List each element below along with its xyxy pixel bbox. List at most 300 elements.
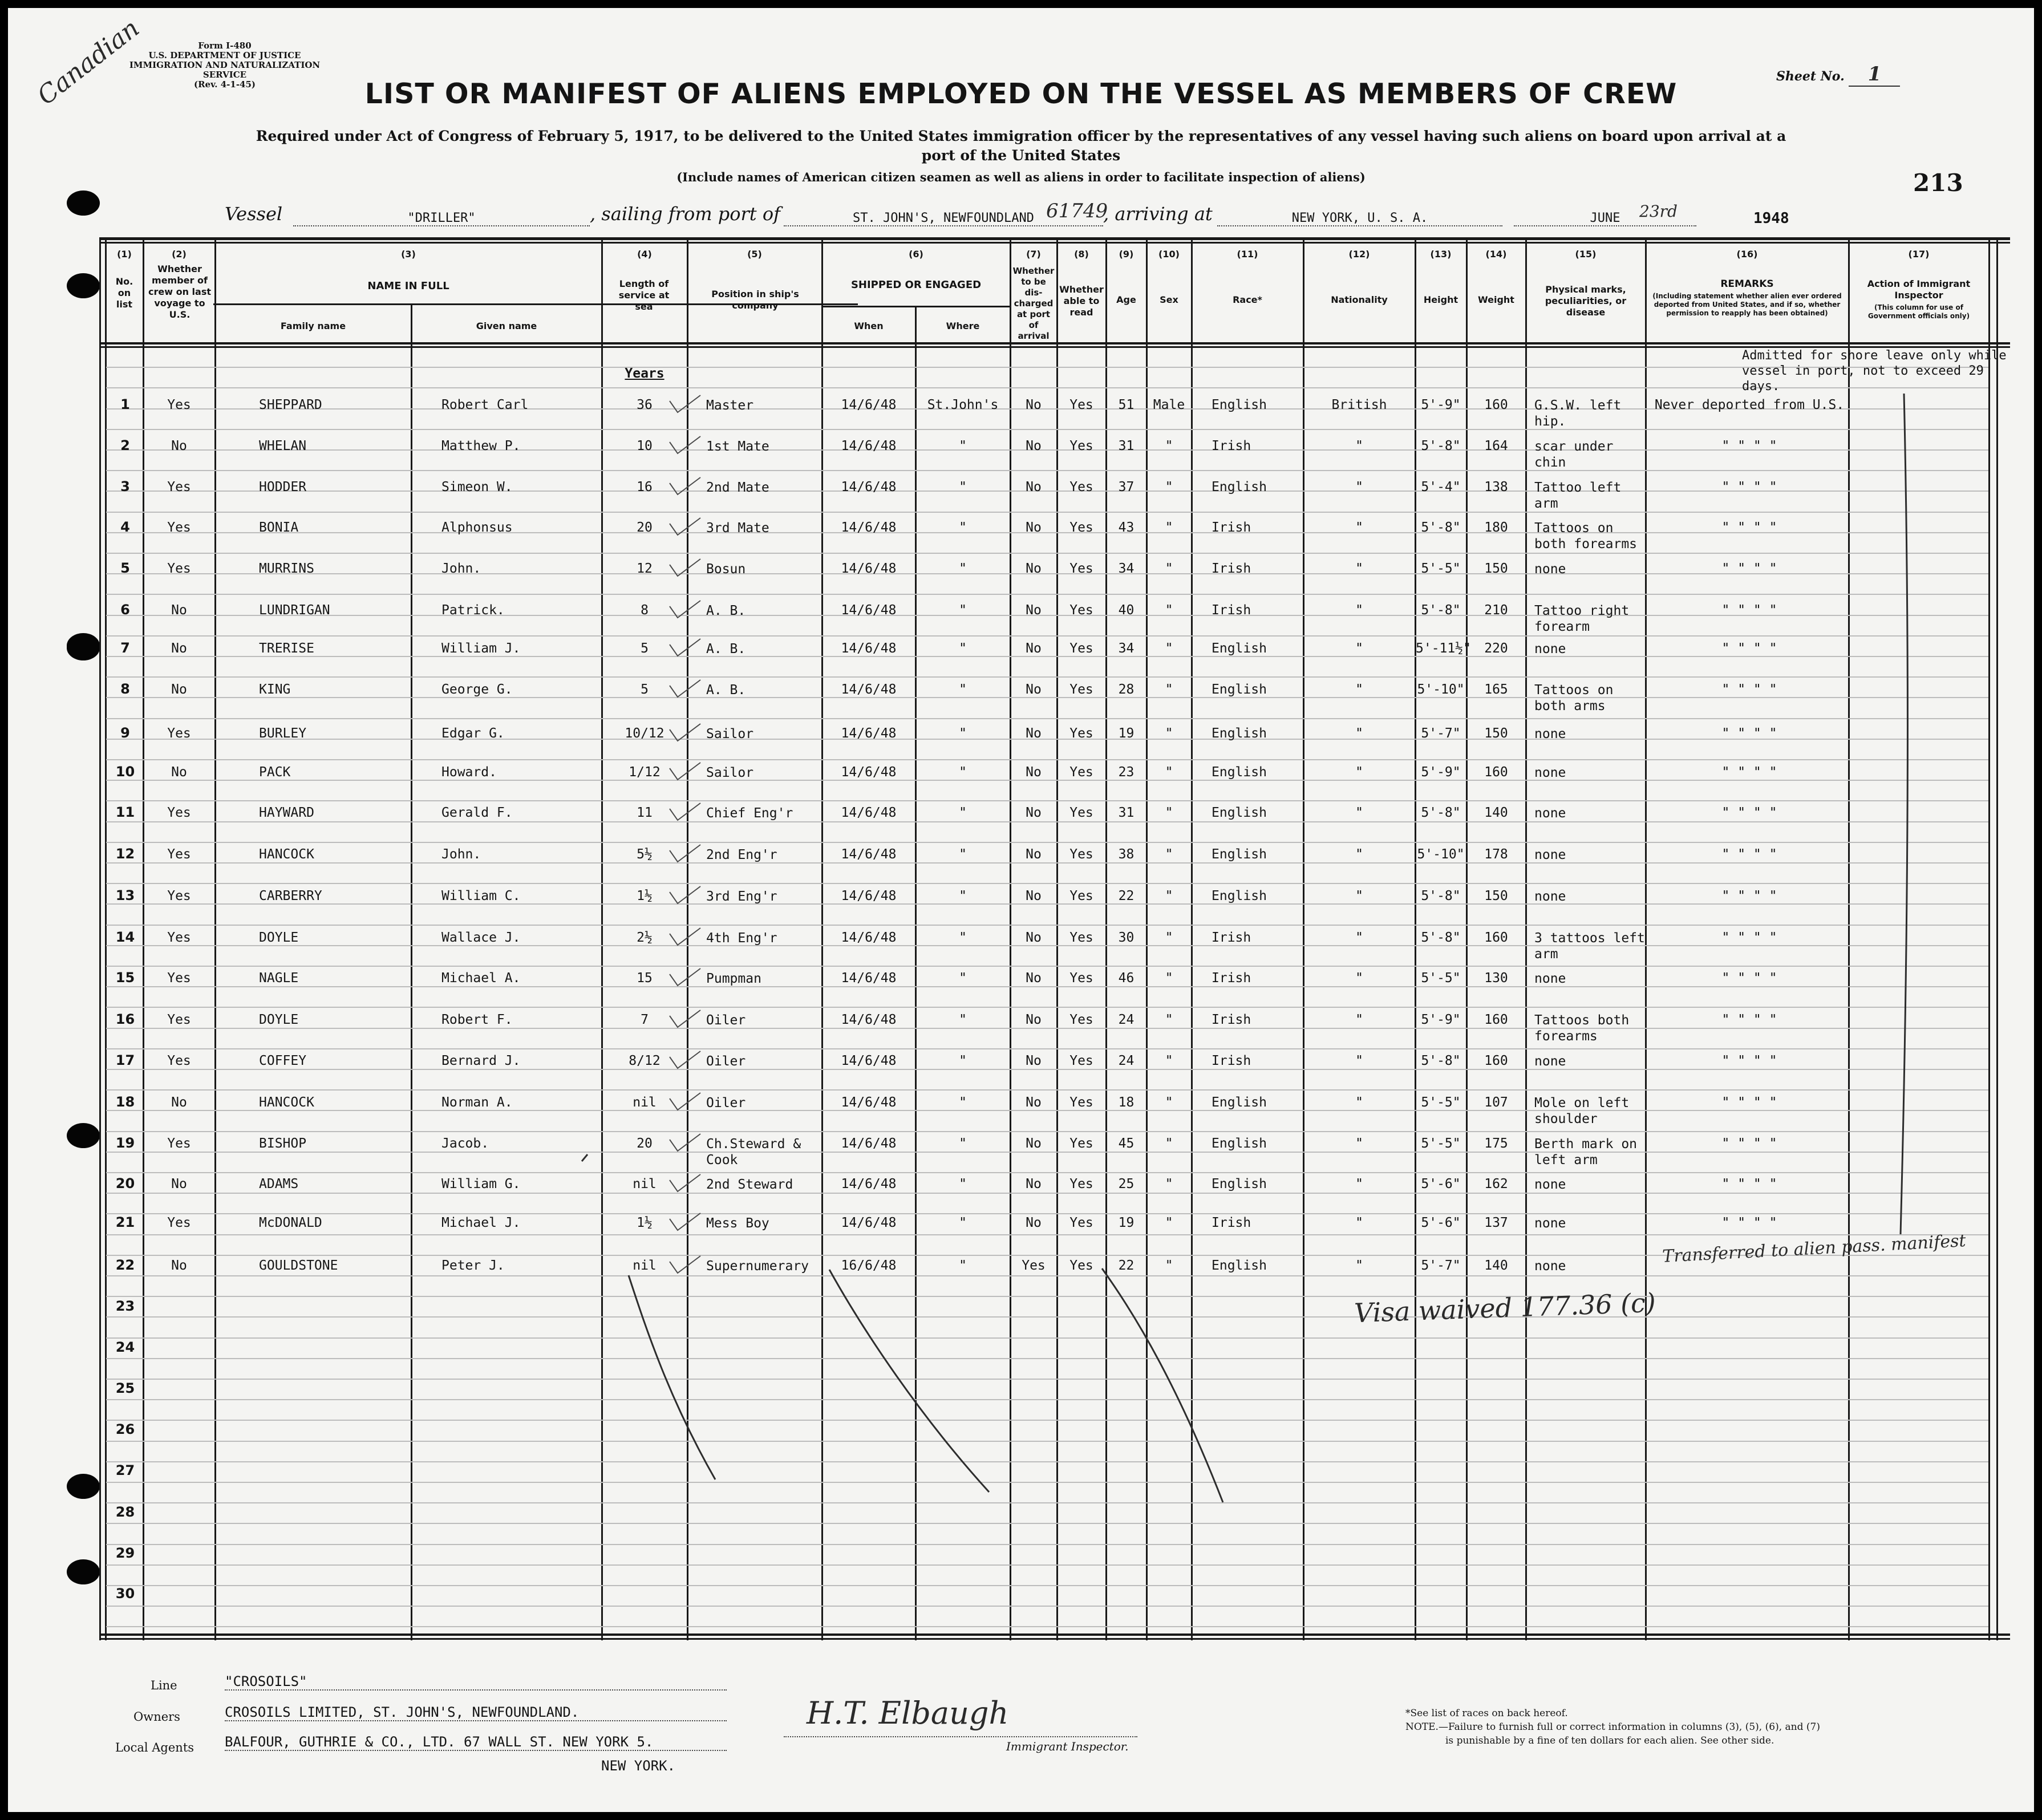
cell-family: SHEPPARD bbox=[259, 398, 322, 412]
cell-weight: 150 bbox=[1484, 561, 1508, 576]
empty-row-number: 30 bbox=[115, 1586, 135, 1602]
cell-last: Yes bbox=[167, 971, 191, 986]
cell-last: Yes bbox=[167, 520, 191, 535]
row-number: 14 bbox=[115, 929, 135, 945]
arrival-day: 23rd bbox=[1639, 202, 1678, 221]
cell-remarks: " " " " bbox=[1721, 1012, 1777, 1027]
cell-given: Robert F. bbox=[441, 1012, 513, 1027]
signature-line bbox=[784, 1736, 1137, 1737]
sheet-number-label: Sheet No. bbox=[1776, 69, 1845, 84]
cell-when: 14/6/48 bbox=[841, 1177, 897, 1191]
cell-weight: 150 bbox=[1484, 889, 1508, 903]
cell-service: 5½ bbox=[637, 847, 653, 862]
cell-height: 5'-8" bbox=[1421, 805, 1461, 820]
cell-when: 14/6/48 bbox=[841, 726, 897, 741]
arriving-label: , arriving at bbox=[1103, 203, 1213, 225]
row-number: 9 bbox=[120, 725, 130, 741]
cell-race: Irish bbox=[1212, 561, 1251, 576]
cell-service: 36 bbox=[637, 398, 653, 412]
cell-service: 1/12 bbox=[629, 765, 661, 780]
cell-family: PACK bbox=[259, 765, 291, 780]
cell-height: 5'-5" bbox=[1421, 561, 1461, 576]
cell-last: Yes bbox=[167, 1053, 191, 1068]
cell-service: nil bbox=[633, 1177, 657, 1191]
cell-sex: " bbox=[1165, 1053, 1173, 1068]
cell-age: 45 bbox=[1118, 1136, 1135, 1151]
check-tick bbox=[670, 803, 700, 820]
cell-position: Master bbox=[706, 398, 754, 413]
cell-discharged: No bbox=[1026, 641, 1042, 656]
form-service: IMMIGRATION AND NATURALIZATION SERVICE bbox=[129, 60, 321, 80]
form-number: Form I-480 bbox=[198, 40, 252, 51]
check-tick bbox=[670, 477, 700, 494]
cell-where: " bbox=[959, 765, 967, 780]
cell-age: 19 bbox=[1118, 1215, 1135, 1230]
cell-race: English bbox=[1212, 1136, 1267, 1151]
cell-race: Irish bbox=[1212, 1012, 1251, 1027]
cell-marks: none bbox=[1534, 889, 1566, 904]
cell-remarks: " " " " bbox=[1721, 765, 1777, 780]
cell-family: HANCOCK bbox=[259, 847, 314, 862]
cell-remarks: " " " " bbox=[1721, 641, 1777, 656]
agents-value: BALFOUR, GUTHRIE & CO., LTD. 67 WALL ST. NEW YORK 5. bbox=[225, 1734, 727, 1751]
cell-position: 3rd Eng'r bbox=[706, 889, 777, 904]
empty-row-number: 29 bbox=[115, 1545, 135, 1561]
cell-remarks: " " " " bbox=[1721, 682, 1777, 697]
subtitle-line-1: Required under Act of Congress of February 5, 1917, to be delivered to the United States immigration officer by the representatives of any vessel having such aliens on board upon arrival at a bbox=[256, 128, 1786, 144]
cell-discharged: No bbox=[1026, 398, 1042, 412]
cell-marks: Tattoo left arm bbox=[1534, 480, 1622, 511]
cell-given: William J. bbox=[441, 641, 521, 656]
cell-weight: 150 bbox=[1484, 726, 1508, 741]
cell-nationality: " bbox=[1355, 1258, 1363, 1273]
cell-service: 15 bbox=[637, 971, 653, 986]
cell-nationality: " bbox=[1355, 1012, 1363, 1027]
cell-where: " bbox=[959, 1136, 967, 1151]
cell-remarks: " " " " bbox=[1721, 726, 1777, 741]
cell-position: A. B. bbox=[706, 642, 746, 656]
cell-height: 5'-5" bbox=[1421, 971, 1461, 986]
cell-where: " bbox=[959, 520, 967, 535]
cell-marks: none bbox=[1534, 642, 1566, 656]
cell-race: English bbox=[1212, 726, 1267, 741]
cell-age: 34 bbox=[1118, 561, 1135, 576]
cell-nationality: " bbox=[1355, 641, 1363, 656]
cell-read: Yes bbox=[1069, 971, 1093, 986]
cell-height: 5'-10" bbox=[1417, 847, 1465, 862]
col-4-number: (4) bbox=[637, 249, 652, 260]
cell-weight: 160 bbox=[1484, 765, 1508, 780]
cell-family: ADAMS bbox=[259, 1177, 299, 1191]
cell-marks: none bbox=[1534, 848, 1566, 862]
cell-discharged: No bbox=[1026, 439, 1042, 453]
cell-service: 5 bbox=[641, 682, 649, 697]
row-number: 11 bbox=[115, 804, 135, 820]
cell-position: A. B. bbox=[706, 683, 746, 698]
row-number: 12 bbox=[115, 846, 135, 862]
cell-position: Oiler bbox=[706, 1096, 746, 1110]
row-number: 18 bbox=[115, 1094, 135, 1110]
col-17-number: (17) bbox=[1908, 249, 1930, 260]
cell-weight: 220 bbox=[1484, 641, 1508, 656]
col-14-number: (14) bbox=[1485, 249, 1507, 260]
cell-position: Supernumerary bbox=[706, 1259, 809, 1274]
cell-when: 14/6/48 bbox=[841, 682, 897, 697]
cell-marks: Tattoos on both forearms bbox=[1534, 521, 1638, 552]
cell-remarks: " " " " bbox=[1721, 889, 1777, 903]
row-number: 5 bbox=[120, 560, 130, 576]
cell-marks: none bbox=[1534, 562, 1566, 577]
cell-marks: Mole on left shoulder bbox=[1534, 1096, 1630, 1126]
cell-discharged: No bbox=[1026, 520, 1042, 535]
cell-discharged: No bbox=[1026, 1215, 1042, 1230]
check-tick bbox=[670, 724, 700, 741]
cell-service: 2½ bbox=[637, 930, 653, 945]
cell-given: Bernard J. bbox=[441, 1053, 521, 1068]
agents-value-2: NEW YORK. bbox=[601, 1758, 676, 1774]
cell-race: Irish bbox=[1212, 1053, 1251, 1068]
cell-service: 7 bbox=[641, 1012, 649, 1027]
cell-where: " bbox=[959, 1258, 967, 1273]
cell-nationality: " bbox=[1355, 726, 1363, 741]
cell-race: English bbox=[1212, 805, 1267, 820]
cell-last: No bbox=[171, 1258, 187, 1273]
cell-read: Yes bbox=[1069, 1053, 1093, 1068]
cell-race: Irish bbox=[1212, 1215, 1251, 1230]
from-port: ST. JOHN'S, NEWFOUNDLAND bbox=[784, 211, 1103, 226]
cell-race: Irish bbox=[1212, 971, 1251, 986]
cell-age: 46 bbox=[1118, 971, 1135, 986]
cell-read: Yes bbox=[1069, 682, 1093, 697]
cell-height: 5'-7" bbox=[1421, 1258, 1461, 1273]
cell-family: DOYLE bbox=[259, 1012, 299, 1027]
cell-age: 31 bbox=[1118, 439, 1135, 453]
cell-when: 14/6/48 bbox=[841, 1012, 897, 1027]
empty-row-number: 26 bbox=[115, 1421, 135, 1437]
cell-discharged: No bbox=[1026, 1053, 1042, 1068]
cell-remarks: " " " " bbox=[1721, 805, 1777, 820]
cell-given: Patrick. bbox=[441, 603, 505, 618]
cell-sex: " bbox=[1165, 682, 1173, 697]
cell-given: Michael J. bbox=[441, 1215, 521, 1230]
cell-nationality: " bbox=[1355, 439, 1363, 453]
subtitle-line-2: port of the United States bbox=[921, 147, 1121, 164]
col-3-header: NAME IN FULL bbox=[367, 280, 449, 292]
cell-given: Michael A. bbox=[441, 971, 521, 986]
cell-age: 28 bbox=[1118, 682, 1135, 697]
cell-sex: Male bbox=[1153, 398, 1185, 412]
cell-family: COFFEY bbox=[259, 1053, 307, 1068]
row-number: 15 bbox=[115, 970, 135, 986]
cell-position: A. B. bbox=[706, 603, 746, 618]
cell-remarks: " " " " bbox=[1721, 520, 1777, 535]
manifest-sheet bbox=[8, 8, 2034, 1812]
cell-last: Yes bbox=[167, 1136, 191, 1151]
cell-nationality: " bbox=[1355, 561, 1363, 576]
cell-read: Yes bbox=[1069, 520, 1093, 535]
col-17-note: (This column for use of Government officials only) bbox=[1867, 303, 1970, 320]
cell-where: " bbox=[959, 641, 967, 656]
cell-last: Yes bbox=[167, 1215, 191, 1230]
cell-race: English bbox=[1212, 682, 1267, 697]
cell-when: 14/6/48 bbox=[841, 561, 897, 576]
cell-race: English bbox=[1212, 847, 1267, 862]
footnote-races: *See list of races on back hereof. bbox=[1405, 1708, 1568, 1719]
cell-weight: 137 bbox=[1484, 1215, 1508, 1230]
col-16-header: REMARKS bbox=[1720, 278, 1774, 290]
vessel-name: "DRILLER" bbox=[293, 211, 590, 226]
cell-when: 14/6/48 bbox=[841, 1215, 897, 1230]
cell-discharged: No bbox=[1026, 930, 1042, 945]
empty-row-number: 24 bbox=[115, 1339, 135, 1355]
cell-sex: " bbox=[1165, 641, 1173, 656]
cell-family: BONIA bbox=[259, 520, 299, 535]
cell-read: Yes bbox=[1069, 930, 1093, 945]
cell-last: Yes bbox=[167, 1012, 191, 1027]
col-6-where-header: Where bbox=[946, 321, 980, 331]
cell-nationality: " bbox=[1355, 805, 1363, 820]
cell-discharged: No bbox=[1026, 1095, 1042, 1110]
cell-last: No bbox=[171, 1095, 187, 1110]
cell-position: Oiler bbox=[706, 1013, 746, 1028]
cell-when: 14/6/48 bbox=[841, 971, 897, 986]
cell-marks: Tattoos both forearms bbox=[1534, 1013, 1630, 1044]
cell-race: English bbox=[1212, 765, 1267, 780]
col-13-number: (13) bbox=[1430, 249, 1452, 260]
cell-last: Yes bbox=[167, 480, 191, 494]
cell-nationality: " bbox=[1355, 1095, 1363, 1110]
cell-race: English bbox=[1212, 398, 1267, 412]
cell-discharged: No bbox=[1026, 765, 1042, 780]
cell-marks: none bbox=[1534, 971, 1566, 986]
check-tick bbox=[670, 1010, 700, 1027]
cell-weight: 138 bbox=[1484, 480, 1508, 494]
row-number: 22 bbox=[115, 1257, 135, 1273]
cell-weight: 160 bbox=[1484, 398, 1508, 412]
cell-service: 1½ bbox=[637, 1215, 653, 1230]
cell-read: Yes bbox=[1069, 726, 1093, 741]
col-8-header: Whether able to read bbox=[1059, 284, 1104, 318]
cell-last: Yes bbox=[167, 847, 191, 862]
row-number: 4 bbox=[120, 519, 130, 535]
cell-family: HODDER bbox=[259, 480, 307, 494]
inspector-signature: H.T. Elbaugh bbox=[807, 1695, 1009, 1731]
cell-race: Irish bbox=[1212, 603, 1251, 618]
cell-read: Yes bbox=[1069, 641, 1093, 656]
cell-weight: 140 bbox=[1484, 1258, 1508, 1273]
page-number: 213 bbox=[1913, 169, 1963, 197]
agents-label: Local Agents bbox=[115, 1741, 195, 1754]
cell-service: nil bbox=[633, 1258, 657, 1273]
check-tick bbox=[670, 845, 700, 862]
cell-position: Ch.Steward & Cook bbox=[706, 1137, 801, 1168]
cell-weight: 178 bbox=[1484, 847, 1508, 862]
cell-where: " bbox=[959, 439, 967, 453]
cell-age: 43 bbox=[1118, 520, 1135, 535]
cell-family: GOULDSTONE bbox=[259, 1258, 338, 1273]
cell-read: Yes bbox=[1069, 561, 1093, 576]
row-number: 8 bbox=[120, 681, 130, 697]
cell-where: " bbox=[959, 561, 967, 576]
shore-leave-stamp: Admitted for shore leave only while vessel in port, not to exceed 29 days. bbox=[1742, 348, 2007, 394]
cell-given: Simeon W. bbox=[441, 480, 513, 494]
cell-where: " bbox=[959, 1012, 967, 1027]
cell-nationality: British bbox=[1331, 398, 1387, 412]
row-number: 16 bbox=[115, 1011, 135, 1027]
check-tick bbox=[670, 1134, 700, 1151]
cell-position: Sailor bbox=[706, 727, 754, 741]
row-number: 6 bbox=[120, 602, 130, 618]
cell-height: 5'-8" bbox=[1421, 930, 1461, 945]
row-number: 3 bbox=[120, 479, 130, 494]
cell-last: Yes bbox=[167, 930, 191, 945]
footnote-penalty-2: is punishable by a fine of ten dollars for each alien. See other side. bbox=[1445, 1735, 1774, 1746]
cell-where: " bbox=[959, 971, 967, 986]
cell-last: No bbox=[171, 603, 187, 618]
cell-service: 8 bbox=[641, 603, 649, 618]
cell-where: " bbox=[959, 889, 967, 903]
cell-nationality: " bbox=[1355, 1177, 1363, 1191]
cell-remarks: Never deported from U.S. bbox=[1654, 398, 1845, 412]
cell-sex: " bbox=[1165, 439, 1173, 453]
cell-last: No bbox=[171, 641, 187, 656]
visa-waived-note: Visa waived 177.36 (c) bbox=[1354, 1287, 1656, 1329]
col-7-header: Whether to be dis-charged at port of arrival bbox=[1012, 266, 1055, 341]
cell-family: MURRINS bbox=[259, 561, 314, 576]
cell-remarks: " " " " bbox=[1721, 971, 1777, 986]
cell-where: " bbox=[959, 930, 967, 945]
cell-nationality: " bbox=[1355, 1215, 1363, 1230]
cell-weight: 160 bbox=[1484, 1053, 1508, 1068]
col-16-number: (16) bbox=[1736, 249, 1758, 260]
col-5-number: (5) bbox=[747, 249, 762, 260]
row-number: 10 bbox=[115, 764, 135, 780]
cell-when: 14/6/48 bbox=[841, 520, 897, 535]
cell-height: 5'-5" bbox=[1421, 1136, 1461, 1151]
cell-weight: 160 bbox=[1484, 930, 1508, 945]
cell-service: 20 bbox=[637, 1136, 653, 1151]
cell-given: Jacob. bbox=[441, 1136, 489, 1151]
cell-height: 5'-9" bbox=[1421, 1012, 1461, 1027]
cell-given: Matthew P. bbox=[441, 439, 521, 453]
cell-nationality: " bbox=[1355, 682, 1363, 697]
check-tick bbox=[670, 601, 700, 618]
cell-given: John. bbox=[441, 561, 481, 576]
col-2-header: Whether member of crew on last voyage to U.S. bbox=[148, 264, 211, 320]
cell-marks: none bbox=[1534, 765, 1566, 780]
cell-age: 24 bbox=[1118, 1053, 1135, 1068]
cell-where: " bbox=[959, 726, 967, 741]
cell-age: 25 bbox=[1118, 1177, 1135, 1191]
cell-family: CARBERRY bbox=[259, 889, 322, 903]
col-2-number: (2) bbox=[172, 249, 187, 260]
cell-sex: " bbox=[1165, 603, 1173, 618]
check-tick bbox=[670, 518, 700, 535]
cell-when: 14/6/48 bbox=[841, 930, 897, 945]
cell-when: 14/6/48 bbox=[841, 641, 897, 656]
years-label: Years bbox=[625, 366, 665, 381]
subtitle-line-3: (Include names of American citizen seamen as well as aliens in order to facilitate inspection of aliens) bbox=[676, 170, 1366, 184]
line-value: "CROSOILS" bbox=[225, 1673, 727, 1691]
cell-sex: " bbox=[1165, 1136, 1173, 1151]
cell-service: 10/12 bbox=[625, 726, 665, 741]
cell-marks: none bbox=[1534, 1177, 1566, 1192]
cell-family: HAYWARD bbox=[259, 805, 314, 820]
cell-last: No bbox=[171, 439, 187, 453]
line-label: Line bbox=[151, 1679, 177, 1692]
cell-race: English bbox=[1212, 1177, 1267, 1191]
cell-discharged: No bbox=[1026, 1136, 1042, 1151]
check-tick bbox=[670, 639, 700, 656]
cell-discharged: No bbox=[1026, 1177, 1042, 1191]
row-number: 20 bbox=[115, 1175, 135, 1191]
check-tick bbox=[670, 680, 700, 697]
row-number: 1 bbox=[120, 396, 130, 412]
col-16-note: (Including statement whether alien ever ordered deported from United States, and if so, whether permission to reapply has been obtained) bbox=[1652, 292, 1842, 317]
cell-age: 23 bbox=[1118, 765, 1135, 780]
cell-height: 5'-8" bbox=[1421, 1053, 1461, 1068]
cell-race: English bbox=[1212, 641, 1267, 656]
cell-marks: Tattoo right forearm bbox=[1534, 603, 1630, 634]
cell-last: Yes bbox=[167, 726, 191, 741]
sheet-number: 1 bbox=[1849, 63, 1900, 87]
cell-discharged: No bbox=[1026, 480, 1042, 494]
cell-height: 5'-9" bbox=[1421, 765, 1461, 780]
cell-given: Norman A. bbox=[441, 1095, 513, 1110]
col-4-header: Length of service at sea bbox=[618, 278, 670, 312]
col-7-number: (7) bbox=[1026, 249, 1041, 260]
cell-position: Sailor bbox=[706, 765, 754, 780]
cell-when: 14/6/48 bbox=[841, 847, 897, 862]
cell-marks: Tattoos on both arms bbox=[1534, 683, 1614, 714]
col-11-number: (11) bbox=[1237, 249, 1258, 260]
cell-where: " bbox=[959, 1095, 967, 1110]
cell-height: 5'-6" bbox=[1421, 1177, 1461, 1191]
cell-weight: 162 bbox=[1484, 1177, 1508, 1191]
cell-sex: " bbox=[1165, 1095, 1173, 1110]
cell-read: Yes bbox=[1069, 1136, 1093, 1151]
cell-discharged: Yes bbox=[1022, 1258, 1046, 1273]
cell-sex: " bbox=[1165, 765, 1173, 780]
cell-family: McDONALD bbox=[259, 1215, 322, 1230]
cell-where: " bbox=[959, 682, 967, 697]
cell-nationality: " bbox=[1355, 1136, 1363, 1151]
row-number: 19 bbox=[115, 1135, 135, 1151]
cell-marks: G.S.W. left hip. bbox=[1534, 398, 1622, 429]
check-tick bbox=[670, 1051, 700, 1068]
cell-given: Robert Carl bbox=[441, 398, 529, 412]
cell-family: KING bbox=[259, 682, 291, 697]
cell-read: Yes bbox=[1069, 1258, 1093, 1273]
cell-service: 16 bbox=[637, 480, 653, 494]
cell-service: 5 bbox=[641, 641, 649, 656]
cell-position: Pumpman bbox=[706, 971, 761, 986]
check-tick bbox=[670, 395, 700, 412]
cell-read: Yes bbox=[1069, 805, 1093, 820]
check-tick bbox=[670, 886, 700, 903]
owners-label: Owners bbox=[133, 1710, 180, 1724]
cell-race: English bbox=[1212, 480, 1267, 494]
cell-when: 14/6/48 bbox=[841, 1053, 897, 1068]
cell-when: 14/6/48 bbox=[841, 1136, 897, 1151]
col-1-header: No. on list bbox=[115, 276, 133, 310]
cell-nationality: " bbox=[1355, 520, 1363, 535]
cell-race: Irish bbox=[1212, 520, 1251, 535]
cell-weight: 130 bbox=[1484, 971, 1508, 986]
cell-race: English bbox=[1212, 1095, 1267, 1110]
cell-remarks: " " " " bbox=[1721, 847, 1777, 862]
cell-where: " bbox=[959, 603, 967, 618]
